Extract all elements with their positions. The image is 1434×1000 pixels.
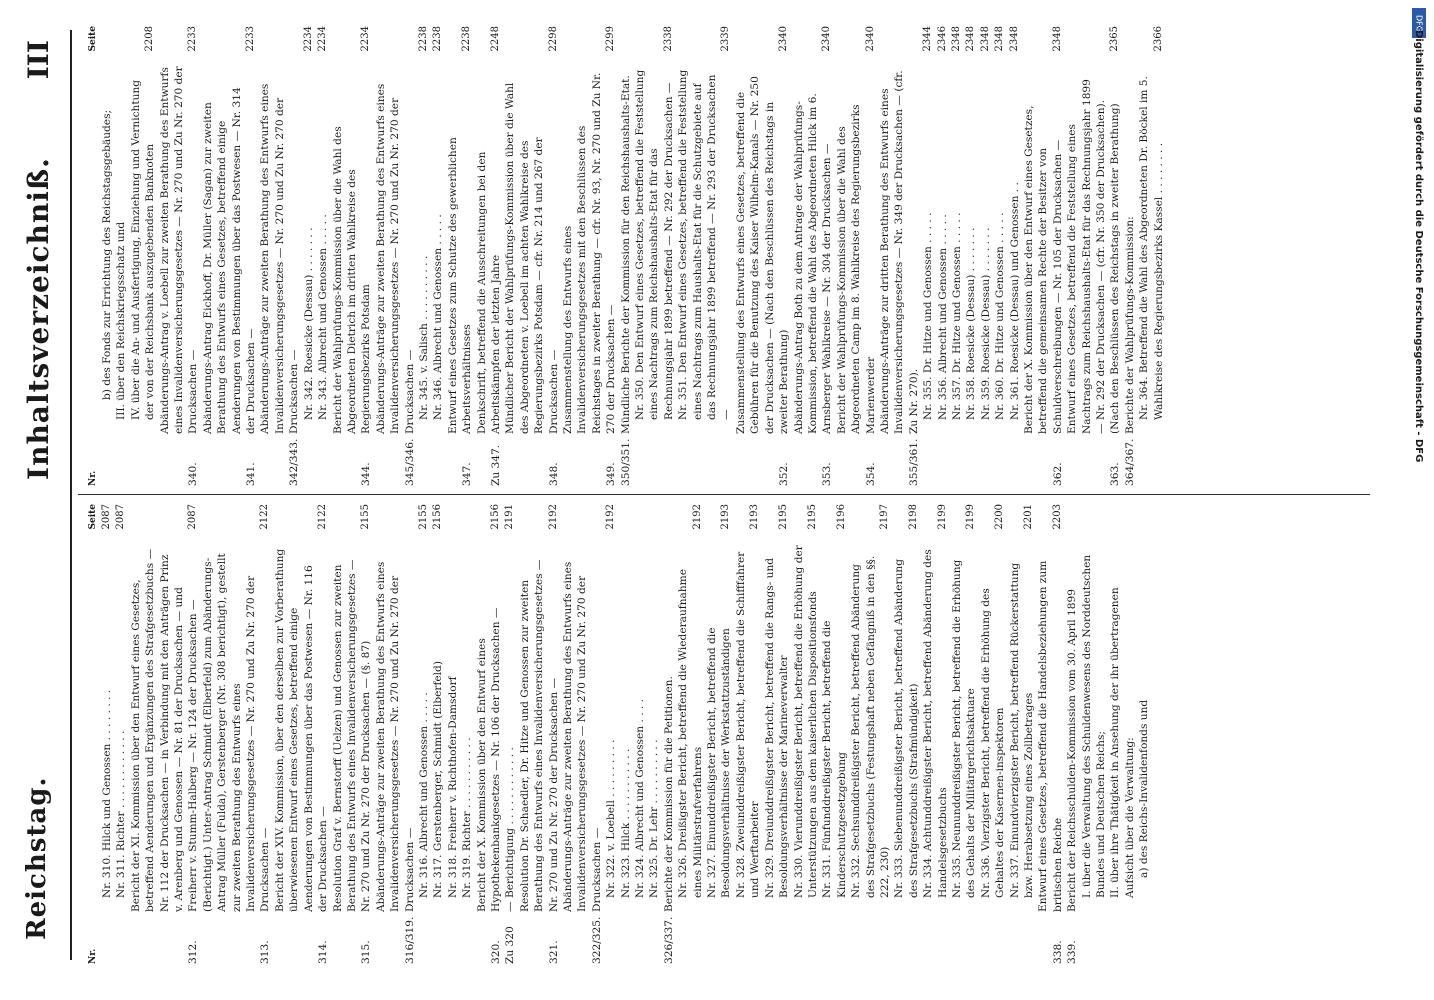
entry-page: 2340 — [864, 26, 876, 52]
toc-entry — [302, 26, 316, 486]
entry-text: II. über ihre Thätigkeit in Ansehung der ihr übertragenen Aufsicht über die Verwaltung: — [1109, 583, 1136, 898]
toc-entry — [446, 504, 460, 964]
entry-text: Nr. 361. Roesicke (Dessau) und Genossen . . — [1008, 182, 1021, 420]
toc-entry — [633, 504, 647, 964]
entry-text: Zusammenstellung des Entwurfs eines Gesetzes, betreffend die Gebühren für die Benutzung des Kaiser Wilhelm-Kanals — Nr. 250 der Drucksachen — (Nach den Beschlüssen des Reichstags in zweiter Berathung) — [734, 72, 791, 434]
entry-number: 349. — [605, 462, 618, 486]
entry-page: 2122 — [259, 504, 271, 530]
entry-number: 340. — [187, 462, 200, 486]
entry-text: Nr. 311. Richter . . . . . . . . . . . . — [115, 730, 128, 898]
entry-text: Resolution Graf v. Bernstorff (Uelzen) und Genossen zur zweiten Berathung des Entwurfs eines Invalidenversicherungsgesetzes — Nr. 270 und Zu Nr. 270 der Drucksachen — (§. 87) — [331, 556, 373, 912]
entry-number: 313. — [259, 940, 272, 964]
entry-page: 2234 — [302, 26, 314, 52]
entry-page: 2203 — [1051, 504, 1063, 530]
entry-text: Abänderungs-Anträge zur zweiten Berathung des Entwurfs eines Invalidenversicherungsgesetzes — Nr. 270 und Zu Nr. 270 der Drucksachen — — [374, 80, 416, 434]
entry-text: Nr. 319. Richter . . . . . . . . . . . — [461, 737, 474, 898]
toc-entry — [633, 26, 676, 486]
entry-page: 2192 — [547, 504, 559, 530]
running-header-left: Reichstag. — [22, 776, 52, 940]
entry-text: Nr. 343. Albrecht und Genossen . . . . . — [317, 214, 330, 420]
entry-page: 2344 — [922, 26, 934, 52]
entry-page: 2122 — [317, 504, 329, 530]
toc-entry — [1108, 504, 1137, 964]
page-column-label: Seite — [88, 26, 98, 52]
toc-entry — [201, 504, 273, 964]
toc-entry — [316, 26, 330, 486]
left-column — [86, 504, 1152, 964]
entry-page: 2238 — [417, 26, 429, 52]
entry-page: 2298 — [547, 26, 559, 52]
entry-page: 2234 — [317, 26, 329, 52]
entry-page: 2192 — [691, 504, 703, 530]
entry-text: Nr. 346. Albrecht und Genossen . . . . . — [432, 214, 445, 420]
toc-entry — [662, 504, 676, 964]
entry-text: III. über den Reichskriegsschatz und — [115, 221, 128, 420]
toc-entry — [878, 26, 921, 486]
right-column — [86, 26, 1166, 486]
entry-number: 315. — [360, 940, 373, 964]
num-column-label: Nr. — [88, 470, 98, 486]
entry-page: 2195 — [778, 504, 790, 530]
toc-entry — [921, 504, 950, 964]
right-entries — [100, 26, 1166, 486]
toc-entry — [417, 26, 431, 486]
entry-text: Nr. 323. Hilck . . . . . . . . . . . — [619, 748, 632, 898]
entry-text: Mündliche Berichte der Kommission für den Reichshaushalts-Etat. — [619, 75, 632, 434]
entry-text: Nr. 358. Roesicke (Dessau) . . . . . . . — [965, 227, 978, 420]
entry-page: 2234 — [360, 26, 372, 52]
page-column-label: Seite — [88, 504, 98, 530]
entry-page: 2248 — [489, 26, 501, 52]
entry-text: Nr. 356. Albrecht und Genossen . . . . . — [936, 214, 949, 420]
entry-page: 2340 — [778, 26, 790, 52]
toc-entry — [820, 504, 849, 964]
header-rule — [70, 30, 72, 960]
entry-text: Nr. 324. Albrecht und Genossen . . . . — [634, 698, 647, 898]
entry-text: Nr. 357. Dr. Hitze und Genossen . . . . . — [950, 212, 963, 420]
toc-entry — [114, 504, 128, 964]
entry-number: 344. — [360, 462, 373, 486]
toc-entry — [979, 504, 1008, 964]
entry-page: 2348 — [1051, 26, 1063, 52]
right-column-header — [86, 26, 100, 486]
toc-entry — [950, 504, 979, 964]
entry-text: Bericht der XI. Kommission über den Entwurf eines Gesetzes, betreffend Aenderungen und Ergänzungen des Strafgesetzbuchs — Nr. 112 der Drucksachen — in Verbindung mit den Anträgen Prinz v. Arenberg und Genossen — Nr. 81 der Drucksachen — und Freiherr v. Stumm-Halberg — Nr. 124 der Drucksachen — — [129, 545, 200, 912]
toc-entry — [676, 504, 705, 964]
toc-entry — [417, 504, 431, 964]
entry-text: Entwurf eines Gesetzes, betreffend die Feststellung eines Nachtrags zum Reichshaushalts-Etat für das Rechnungsjahr 1899 — Nr. 292 der Drucksachen — (cfr. Nr. 350 der Drucksachen). (Nach den Beschlüssen des Reichstags in zweiter Berathung) — [1066, 75, 1122, 434]
entry-page: 2340 — [821, 26, 833, 52]
entry-text: Nr. 342. Roesicke (Dessau) . . . . . . . — [302, 227, 315, 420]
entry-number: 341. — [245, 462, 258, 486]
toc-entry — [331, 26, 374, 486]
toc-entry — [258, 26, 301, 486]
entry-text: Denkschrift, betreffend die Ausschreitungen bei den Arbeitskämpfen der letzten Jahre — [475, 148, 502, 434]
toc-entry — [1008, 504, 1037, 964]
entry-text: Abänderungs-Antrag Eickhoff, Dr. Müller (Sagan) zur zweiten Berathung des Entwurfs eines Gesetzes, betreffend einige Aenderungen von Bestimmungen über das Postwesen — Nr. 314 der Drucksachen — — [201, 83, 258, 434]
entry-text: Zusammenstellung des Entwurfs eines Invalidenversicherungsgesetzes mit den Beschlüssen des Reichstages in zweiter Berathung — cfr. Nr. 93, Nr. 270 und Zu Nr. 270 der Drucksachen — — [562, 69, 618, 434]
toc-entry — [849, 504, 892, 964]
entry-text: Nr. 345. v. Salisch . . . . . . . . . . — [417, 255, 430, 420]
entry-page: 2155 — [417, 504, 429, 530]
entry-number: 355/361. — [907, 438, 920, 486]
toc-entry — [475, 26, 504, 486]
toc-entry — [950, 26, 964, 486]
entry-page: 2195 — [806, 504, 818, 530]
column-divider — [78, 494, 1370, 495]
entry-page: 2191 — [504, 504, 516, 530]
toc-entry — [374, 26, 417, 486]
toc-entry — [503, 26, 561, 486]
entry-text: Nr. 327. Einunddreißigster Bericht, betreffend die Besoldungsverhältnisse der Werkstattzuständigen — [706, 624, 733, 898]
toc-entry — [475, 504, 504, 964]
entry-page: 2197 — [878, 504, 890, 530]
entry-number: 352. — [778, 462, 791, 486]
page-number-roman: III — [22, 40, 55, 80]
toc-entry — [503, 504, 517, 964]
entry-number: 312. — [187, 940, 200, 964]
entry-text: Nr. 336. Vierzigster Bericht, betreffend die Erhöhung des Gehaltes der Kasernen-inspektoren — [979, 584, 1007, 898]
toc-entry — [1065, 26, 1123, 486]
entry-text: Nr. 337. Einundvierzigster Bericht, betreffend Rückerstattung bzw. Herabsetzung eines Zollbetrages — [1008, 559, 1035, 898]
entry-text: (Berichtigt.) Unter-Antrag Schmidt (Elberfeld) zum Abänderungs-Antrag Müller (Fulda), Gerstenberger (Nr. 308 berichtigt), gestellt zur zweiten Berathung des Entwurfs eines Invalidenversicherungsgesetzes — Nr. 270 und Zu Nr. 270 der Drucksachen — — [201, 549, 272, 912]
entry-text: Nr. 310. Hilck und Genossen . . . . . . . . — [101, 689, 113, 898]
entry-text: Nr. 360. Dr. Hitze und Genossen . . . . . — [994, 212, 1007, 420]
entry-page: 2087 — [115, 504, 127, 530]
toc-entry — [460, 504, 474, 964]
entry-number: 345/346. — [403, 438, 416, 486]
toc-entry — [158, 26, 201, 486]
toc-entry — [979, 26, 993, 486]
entry-text: b) des Fonds zur Errichtung des Reichstagsgebäudes; — [101, 109, 113, 400]
entry-number: 347. — [461, 462, 474, 486]
entry-text: Nr. 350. Den Entwurf eines Gesetzes, betreffend die Feststellung eines Nachtrags zum Reichshaushalts-Etat für das Rechnungsjahr 1899 betreffend — Nr. 292 der Drucksachen — — [634, 66, 675, 420]
toc-entry — [763, 504, 792, 964]
entry-page: 2198 — [907, 504, 919, 530]
entry-text: Abänderungs-Antrag v. Loebell zur zweiten Berathung des Entwurfs eines Invalidenversicherungsgesetzes — Nr. 270 und Zu Nr. 270 der Drucksachen — — [158, 62, 200, 434]
num-column-label: Nr. — [88, 948, 98, 964]
entry-page: 2348 — [1008, 26, 1020, 52]
digitization-credit — [1408, 30, 1428, 960]
entry-number: 362. — [1051, 462, 1064, 486]
toc-entry — [676, 26, 734, 486]
entry-page: 2192 — [605, 504, 617, 530]
toc-entry — [431, 26, 445, 486]
entry-number: 314. — [317, 940, 330, 964]
toc-entry — [1137, 504, 1151, 964]
toc-entry — [964, 26, 978, 486]
entry-number: 364/367. — [1123, 438, 1136, 486]
entry-text: Nr. 318. Freiherr v. Richthofen-Damsdorf — [446, 676, 459, 898]
entry-text: Nr. 328. Zweiunddreißigster Bericht, betreffend die Schifffahrer und Werftarbeiter — [734, 548, 762, 898]
entry-number: Zu 347. — [489, 444, 502, 486]
toc-entry — [100, 26, 114, 486]
toc-entry — [619, 26, 633, 486]
toc-entry — [446, 26, 475, 486]
toc-entry — [619, 504, 633, 964]
entry-text: Nr. 359. Roesicke (Dessau) . . . . . . . — [979, 227, 992, 420]
toc-entry — [431, 504, 445, 964]
dfg-logo: DFG — [1412, 8, 1426, 38]
entry-text: Berichte der Wahlprüfungs-Kommission: — [1123, 216, 1136, 434]
toc-entry — [331, 504, 374, 964]
entry-text: Nr. 334. Achtunddreißigster Bericht, betreffend Abänderung des Handelsgesetzbuchs — [922, 545, 949, 898]
entry-text: IV. über die An- und Ausfertigung, Einziehung und Vernichtung der von der Reichsbank auszugebenden Banknoten — [129, 76, 157, 420]
toc-entry — [1123, 26, 1137, 486]
entry-page: 2155 — [360, 504, 372, 530]
entry-number: 322/325. — [590, 916, 603, 964]
entry-page: 2348 — [994, 26, 1006, 52]
toc-entry — [734, 26, 792, 486]
entry-text: Abänderungs-Antrag Both zu dem Antrage der Wahlprüfungs-Kommission, betreffend die Wahl des Abgeordneten Hilck im 6. Arnsberger Wahlkreise — Nr. 304 der Drucksachen — — [792, 89, 834, 434]
entry-page: 2087 — [101, 504, 112, 530]
toc-entry — [792, 26, 835, 486]
toc-entry — [129, 26, 158, 486]
entry-page: 2348 — [965, 26, 977, 52]
entry-page: 2348 — [979, 26, 991, 52]
entry-text: Nr. 335. Neununddreißigster Bericht, betreffend die Erhöhung des Gehalts der Militärgerichtsaktuare — [950, 556, 978, 898]
toc-entry — [561, 504, 604, 964]
toc-entry — [936, 26, 950, 486]
entry-number: 342/343. — [288, 438, 301, 486]
entry-text: Entwurf eines Gesetzes zum Schutze des gewerblichen Arbeitsverhältnisses — [446, 133, 474, 434]
entry-text: Bericht der Wahlprüfungs-Kommission über die Wahl des Abgeordneten Dietrich im dritten Wahlkreise des Regierungsbezirks Potsdam — [331, 122, 373, 434]
entry-number: 348. — [547, 462, 560, 486]
entry-page: 2156 — [432, 504, 444, 530]
entry-page: 2193 — [749, 504, 761, 530]
page-title: Inhaltsverzeichniß. — [22, 157, 55, 480]
entry-text: Entwurf eines Gesetzes, betreffend die Handelsbeziehungen zum britischen Reiche — [1037, 557, 1064, 912]
entry-page: 2201 — [1023, 504, 1034, 530]
toc-entry — [921, 26, 935, 486]
entry-text: Nr. 316. Albrecht und Genossen . . . . . — [417, 692, 430, 898]
toc-entry — [604, 504, 618, 964]
entry-number: 350/351. — [619, 438, 632, 486]
toc-entry — [647, 504, 661, 964]
entry-page: 2233 — [187, 26, 199, 52]
entry-number: 321. — [547, 940, 560, 964]
entry-text: Nr. 364. Betreffend die Wahl des Abgeordneten Dr. Böckel im 5. Wahlkreise des Regierungsbezirks Kassel . . . . . . . . — [1138, 72, 1165, 420]
entry-page: 2238 — [461, 26, 473, 52]
toc-entry — [835, 26, 878, 486]
toc-entry — [705, 504, 734, 964]
entry-page: 2338 — [662, 26, 674, 52]
toc-entry — [201, 26, 259, 486]
entry-text: Bericht der X. Kommission über den Entwurf eines Hypothekenbankgesetzes — Nr. 106 der Drucksachen — — [475, 607, 502, 912]
toc-entry — [561, 26, 619, 486]
toc-entry — [273, 504, 331, 964]
entry-text: Nr. 317. Gerstenberger, Schmidt (Elberfeld) — [432, 661, 445, 898]
entry-text: Nr. 355. Dr. Hitze und Genossen . . . . . — [922, 212, 935, 420]
entry-text: Nr. 332. Sechsunddreißigster Bericht, betreffend Abänderung des Strafgesetzbuchs (Festungshaft neben Gefängniß in den §§. 222, 230) — [850, 552, 891, 898]
toc-entry — [1022, 26, 1065, 486]
toc-entry — [993, 26, 1007, 486]
entry-page: 2196 — [835, 504, 847, 530]
entry-number: 354. — [864, 462, 877, 486]
entry-page: 2348 — [950, 26, 962, 52]
toc-entry — [1008, 26, 1022, 486]
toc-entry — [374, 504, 417, 964]
entry-text: Resolution Dr. Schaedler, Dr. Hitze und Genossen zur zweiten Berathung des Entwurfs eines Invalidenversicherungsgesetzes — Nr. 270 und Zu Nr. 270 der Drucksachen — — [518, 556, 560, 912]
entry-page: 2366 — [1152, 26, 1164, 52]
credit-text: Digitalisierung gefördert durch die Deutsche Forschungsgemeinschaft - DFG — [1413, 30, 1424, 463]
entry-page: 2339 — [720, 26, 732, 52]
entry-text: Bericht der Wahlprüfungs-Kommission über die Wahl des Abgeordneten Camp im 8. Wahlkreise des Regierungsbezirks Marienwerder — [835, 101, 877, 434]
entry-number: 353. — [821, 462, 834, 486]
entry-text: Nr. 330. Vierunddreißigster Bericht, betreffend die Erhöhung der Unterstützungen aus dem kaiserlichen Dispositionsfonds — [792, 541, 819, 898]
entry-number: 316/319. — [403, 916, 416, 964]
entry-text: Nr. 329. Dreiunddreißigster Bericht, betreffend die Rangs- und Besoldungsverhältnisse der Marineverwalter — [763, 554, 791, 898]
entry-number: 339. — [1066, 940, 1079, 964]
toc-entry — [792, 504, 821, 964]
left-column-header — [86, 504, 100, 964]
toc-entry — [129, 504, 201, 964]
entry-text: Bericht der XIV. Kommission, über den derselben zur Vorberathung überwiesenen Entwurf eines Gesetzes, betreffend einige Aenderungen von Bestimmungen über das Postwesen — Nr. 116 der Drucksachen — — [273, 545, 330, 912]
toc-entry — [1036, 504, 1065, 964]
entry-page: 2238 — [432, 26, 444, 52]
toc-entry — [114, 26, 128, 486]
toc-entry — [1065, 504, 1079, 964]
toc-entry — [1080, 504, 1109, 964]
toc-entry — [1137, 26, 1166, 486]
entry-page: 2200 — [994, 504, 1006, 530]
entry-text: Nr. 326. Dreißigster Bericht, betreffend die Wiederaufnahme eines Militärstrafverfahrens — [677, 565, 704, 898]
entry-text: I. über die Verwaltung des Schuldenwesens des Norddeutschen Bundes und Deutschen Reichs; — [1080, 551, 1108, 898]
entry-text: Nr. 331. Fünfunddreißigster Bericht, betreffend die Kinderschutzgesetzgebung — [821, 617, 848, 898]
entry-number: 326/337. — [662, 916, 675, 964]
entry-page: 2199 — [936, 504, 948, 530]
entry-text: Berichte der Kommission für die Petitionen. — [662, 676, 675, 912]
toc-entry — [100, 504, 114, 964]
entry-text: a) des Reichs-Invalidenfonds und — [1138, 699, 1151, 878]
entry-page: 2087 — [187, 504, 199, 530]
entry-text: Bericht der X. Kommission über den Entwurf eines Gesetzes, betreffend die gemeinsamen Rechte der Besitzer von Schuldverschreibungen — Nr. 105 der Drucksachen — — [1023, 102, 1064, 434]
entry-text: — Berichtigung . . . . . . . . . . . . — [504, 747, 517, 912]
entry-text: Abänderungs-Anträge zur dritten Berathung des Entwurfs eines Invalidenversicherungsgesetzes — Nr. 349 der Drucksachen — (cfr. Zu Nr. 270). — [878, 67, 920, 434]
entry-number: 320. — [489, 940, 502, 964]
entry-page: 2199 — [965, 504, 977, 530]
entry-text: Mündlicher Bericht der Wahlprüfungs-Kommission über die Wahl des Abgeordneten v. Loebell im achten Wahlkreise des Regierungsbezirks Potsdam — cfr. Nr. 214 und 267 der Drucksachen — — [504, 79, 560, 434]
entry-page: 2156 — [489, 504, 501, 530]
entry-text: Nr. 325. Dr. Lehr . . . . . . . . . . — [648, 739, 661, 898]
entry-text: Nr. 351. Den Entwurf eines Gesetzes, betreffend die Feststellung eines Nachtrags zum Haushalts-Etat für die Schutzgebiete auf das Rechnungsjahr 1899 betreffend — Nr. 293 der Drucksachen — — [677, 66, 733, 420]
toc-entry — [892, 504, 921, 964]
entry-page: 2365 — [1109, 26, 1121, 52]
toc-entry — [518, 504, 561, 964]
entry-page: 2299 — [605, 26, 617, 52]
entry-text: Bericht der Reichsschulden-Kommission vom 30. April 1899 — [1066, 589, 1079, 912]
entry-page: 2193 — [720, 504, 732, 530]
toc-entry — [734, 504, 763, 964]
entry-page: 2208 — [144, 26, 156, 52]
entry-page: 2346 — [936, 26, 948, 52]
entry-text: Nr. 333. Siebenunddreißigster Bericht, betreffend Abänderung des Strafgesetzbuchs (Strafmündigkeit) — [893, 555, 920, 898]
entry-text: Abänderungs-Anträge zur zweiten Berathung des Entwurfs eines Invalidenversicherungsgesetzes — Nr. 270 und Zu Nr. 270 der Drucksachen — — [562, 558, 603, 912]
entry-text: Abänderungs-Anträge zur zweiten Berathung des Entwurfs eines Invalidenversicherungsgesetzes — Nr. 270 und Zu Nr. 270 der Drucksachen — — [259, 80, 301, 434]
entry-text: Abänderungs-Anträge zur zweiten Berathung des Entwurfs eines Invalidenversicherungsgesetzes — Nr. 270 und Zu Nr. 270 der Drucksachen — — [374, 558, 416, 912]
entry-text: Nr. 322. v. Loebell . . . . . . . . . — [605, 739, 618, 898]
entry-number: 338. — [1051, 940, 1064, 964]
entry-number: Zu 320 — [504, 926, 517, 964]
entry-number: 363. — [1109, 462, 1122, 486]
entry-page: 2233 — [245, 26, 257, 52]
left-entries — [100, 504, 1152, 964]
